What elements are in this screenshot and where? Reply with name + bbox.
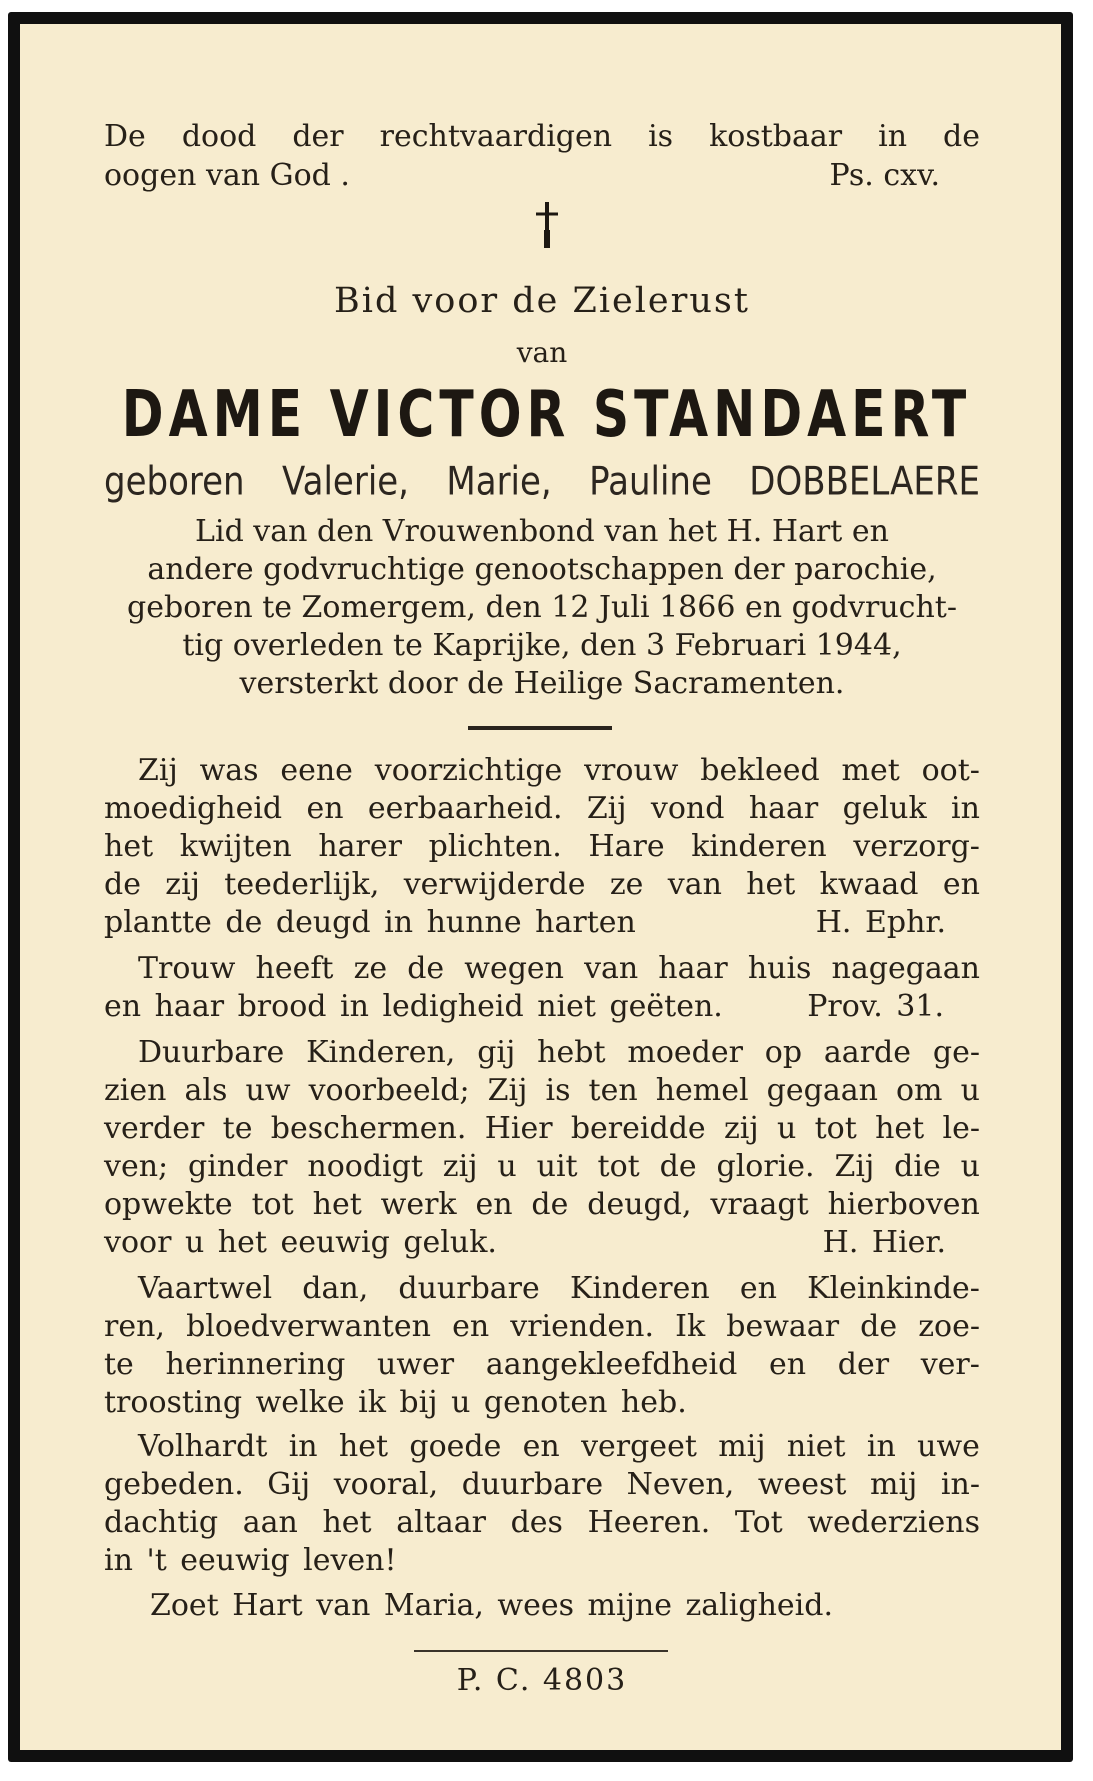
word: het: [322, 1505, 372, 1540]
word: moeder: [627, 1035, 743, 1070]
word: mij: [718, 1429, 766, 1464]
word: u: [776, 1111, 797, 1146]
footer-divider: [414, 1650, 668, 1652]
word: wegen: [464, 951, 564, 986]
epigraph-line-2: [104, 157, 940, 195]
word: teederlijk,: [224, 867, 380, 902]
word: de: [659, 1149, 697, 1184]
word: het: [312, 1187, 362, 1222]
word: goede: [409, 1429, 502, 1464]
word: Neven,: [626, 1467, 735, 1502]
word: Trouw: [138, 951, 236, 986]
word: in: [878, 119, 908, 154]
word: gegaan: [766, 1073, 878, 1108]
word: en: [452, 1309, 490, 1344]
word: de: [943, 119, 980, 154]
body-line: [104, 828, 980, 866]
word: Hier: [484, 1111, 553, 1146]
word: gij: [477, 1035, 516, 1070]
word: de: [104, 867, 141, 902]
word: le-: [942, 1111, 980, 1146]
bio-line: Lid van den Vrouwenbond van het H. Hart en: [195, 514, 889, 549]
cross-icon: [534, 200, 560, 250]
word: de: [407, 951, 445, 986]
bio-line: geboren te Zomergem, den 12 Juli 1866 en godvrucht-: [127, 590, 957, 625]
word: verder: [104, 1111, 205, 1146]
word: Ik: [675, 1309, 706, 1344]
word: te: [104, 1347, 134, 1382]
word: altaar: [396, 1505, 486, 1540]
word: te: [222, 1111, 253, 1146]
word: bloedverwanten: [186, 1309, 431, 1344]
word: zij: [165, 867, 200, 902]
word: vond: [650, 791, 725, 826]
body-line: [104, 1428, 980, 1466]
word: dood: [181, 119, 257, 154]
word: op: [764, 1035, 803, 1070]
reference: H. Hier.: [822, 1225, 946, 1260]
word: rechtvaardigen: [379, 119, 613, 154]
word: de: [531, 1187, 569, 1222]
word: zij: [442, 1149, 478, 1184]
word: u: [497, 1149, 517, 1184]
word: vrouw: [584, 753, 679, 788]
reference: Prov. 31.: [807, 989, 944, 1024]
word: uit: [536, 1149, 578, 1184]
body-line: [104, 1346, 980, 1384]
word: hierboven: [827, 1187, 980, 1222]
body-line: [104, 1504, 980, 1542]
word: in-: [940, 1467, 980, 1502]
word: Marie,: [446, 459, 552, 505]
word: kwaad: [819, 867, 919, 902]
word: haar: [748, 791, 819, 826]
word: harer: [318, 829, 402, 864]
word: het: [746, 867, 796, 902]
word: Tot: [734, 1505, 783, 1540]
word: Gij: [267, 1467, 311, 1502]
word: ven;: [104, 1149, 169, 1184]
word: mij: [870, 1467, 918, 1502]
word: werk: [380, 1187, 457, 1222]
epigraph-line-1: [104, 118, 980, 156]
body-line: in 't eeuwig leven!: [104, 1543, 397, 1578]
word: haar: [658, 951, 728, 986]
word: beschermen.: [270, 1111, 467, 1146]
word: Valerie,: [282, 459, 409, 505]
word: hemel: [655, 1073, 749, 1108]
word: voorbeeld;: [308, 1073, 470, 1108]
reference: H. Ephr.: [815, 905, 946, 940]
word: nagegaan: [831, 951, 980, 986]
word: en: [769, 1347, 807, 1382]
word: ver-: [920, 1347, 980, 1382]
word: bewaar: [726, 1309, 840, 1344]
word: u: [960, 1149, 980, 1184]
body-line: voor u het eeuwig geluk. H. Hier.: [104, 1225, 946, 1260]
word: in: [951, 791, 980, 826]
word: eene: [280, 753, 353, 788]
word: vraagt: [710, 1187, 809, 1222]
body-line: [104, 950, 980, 988]
word: de: [860, 1309, 898, 1344]
word: uwe: [917, 1429, 980, 1464]
deceased-name: DAME VICTOR STANDAERT: [121, 377, 972, 452]
of-line: van: [516, 336, 568, 369]
word: weest: [757, 1467, 847, 1502]
word: in: [866, 1429, 896, 1464]
word: aarde: [823, 1035, 911, 1070]
bio-line: tig overleden te Kaprijke, den 3 Februari 1944,: [182, 628, 902, 663]
word: wederziens: [807, 1505, 980, 1540]
word: gebeden.: [104, 1467, 244, 1502]
word: duurbare: [398, 1271, 540, 1306]
bio-line: versterkt door de Heilige Sacramenten.: [239, 666, 845, 701]
word: Volhardt: [138, 1429, 268, 1464]
word: oot-: [921, 753, 980, 788]
word: het: [338, 1429, 389, 1464]
word: dan,: [302, 1271, 369, 1306]
word: niet: [786, 1429, 846, 1464]
word: Zij: [586, 791, 627, 826]
word: glorie.: [716, 1149, 815, 1184]
word: De: [104, 119, 146, 154]
word: in: [288, 1429, 318, 1464]
word: zoe-: [918, 1309, 980, 1344]
word: duurbare: [461, 1467, 604, 1502]
word: tot: [597, 1149, 640, 1184]
word: Kleinkinde-: [807, 1271, 980, 1306]
word: tot: [251, 1187, 294, 1222]
word: Duurbare: [138, 1035, 285, 1070]
word: en: [475, 1187, 513, 1222]
word: die: [894, 1149, 941, 1184]
body-line: [104, 1466, 980, 1504]
body-line: [104, 1110, 980, 1148]
word: Vaartwel: [138, 1271, 273, 1306]
word: huis: [747, 951, 812, 986]
word: Hare: [588, 829, 665, 864]
body-line: troosting welke ik bij u genoten heb.: [104, 1385, 687, 1420]
word: Zij: [834, 1149, 875, 1184]
body-line: plantte de deugd in hunne harten H. Ephr.: [104, 905, 946, 940]
body-line: [104, 1308, 980, 1346]
word: met: [841, 753, 900, 788]
word: en: [522, 1429, 560, 1464]
word: ze: [353, 951, 388, 986]
word: Zij: [138, 753, 178, 788]
word: vergeet: [581, 1429, 697, 1464]
word: der: [837, 1347, 890, 1382]
word: bereidde: [570, 1111, 706, 1146]
body-line: [104, 1270, 980, 1308]
word: het: [104, 829, 154, 864]
word: als: [184, 1073, 228, 1108]
word: kwijten: [179, 829, 292, 864]
word: zij: [723, 1111, 759, 1146]
word: dachtig: [104, 1505, 219, 1540]
body-line: [104, 790, 980, 828]
body-line: [104, 1034, 980, 1072]
word: kinderen: [691, 829, 827, 864]
word: en: [306, 791, 344, 826]
maiden-name: [104, 459, 980, 505]
word: was: [199, 753, 259, 788]
word: Pauline: [589, 459, 712, 505]
word: vooral,: [333, 1467, 439, 1502]
word: aan: [242, 1505, 298, 1540]
body-line: [104, 752, 980, 790]
word: Zij: [487, 1073, 528, 1108]
word: ge-: [932, 1035, 980, 1070]
word: is: [545, 1073, 571, 1108]
word: ze: [609, 867, 644, 902]
word: verwijderde: [403, 867, 586, 902]
word: is: [648, 119, 674, 154]
word: voorzichtige: [374, 753, 563, 788]
epigraph-text: oogen van God .: [104, 158, 350, 193]
word: Heeren.: [587, 1505, 711, 1540]
word: heeft: [255, 951, 334, 986]
psalm-reference: Ps. cxv.: [829, 158, 940, 193]
bio-line: andere godvruchtige genootschappen der parochie,: [147, 552, 937, 587]
word: deugd,: [587, 1187, 692, 1222]
word: hebt: [537, 1035, 606, 1070]
word: vrienden.: [510, 1309, 655, 1344]
word: kostbaar: [709, 119, 843, 154]
word: geboren: [104, 459, 245, 505]
word: u: [960, 1073, 980, 1108]
body-line: [104, 1186, 980, 1224]
word: tot: [814, 1111, 857, 1146]
word: zien: [104, 1073, 167, 1108]
word: uwer: [377, 1347, 455, 1382]
word: Kinderen: [569, 1271, 710, 1306]
word: verzorg-: [853, 829, 980, 864]
word: van: [667, 867, 722, 902]
body-line: [104, 866, 980, 904]
word: ten: [588, 1073, 638, 1108]
word: aangekleefdheid: [485, 1347, 738, 1382]
word: der: [292, 119, 344, 154]
word: geluk: [842, 791, 927, 826]
word: van: [584, 951, 639, 986]
word: moedigheid: [104, 791, 283, 826]
word: bekleed: [700, 753, 820, 788]
word: eerbaarheid.: [367, 791, 563, 826]
word: opwekte: [104, 1187, 233, 1222]
body-line: [104, 1148, 980, 1186]
word: ginder: [188, 1149, 288, 1184]
word: herinnering: [165, 1347, 346, 1382]
word: en: [942, 867, 980, 902]
word: en: [739, 1271, 777, 1306]
word: des: [510, 1505, 563, 1540]
word: om: [896, 1073, 943, 1108]
body-line: en haar brood in ledigheid niet geëten. Prov. 31.: [104, 989, 944, 1024]
word: Kinderen,: [306, 1035, 456, 1070]
word: plichten.: [428, 829, 562, 864]
word: ren,: [104, 1309, 165, 1344]
prayer-line: Bid voor de Zielerust: [334, 281, 750, 321]
word: het: [875, 1111, 925, 1146]
word: uw: [245, 1073, 291, 1108]
body-line: [104, 1072, 980, 1110]
print-code: P. C. 4803: [456, 1663, 628, 1698]
closing-line: Zoet Hart van Maria, wees mijne zaligheid.: [150, 1588, 833, 1623]
word: noodigt: [307, 1149, 423, 1184]
word: DOBBELAERE: [749, 459, 980, 505]
divider: [468, 726, 612, 730]
